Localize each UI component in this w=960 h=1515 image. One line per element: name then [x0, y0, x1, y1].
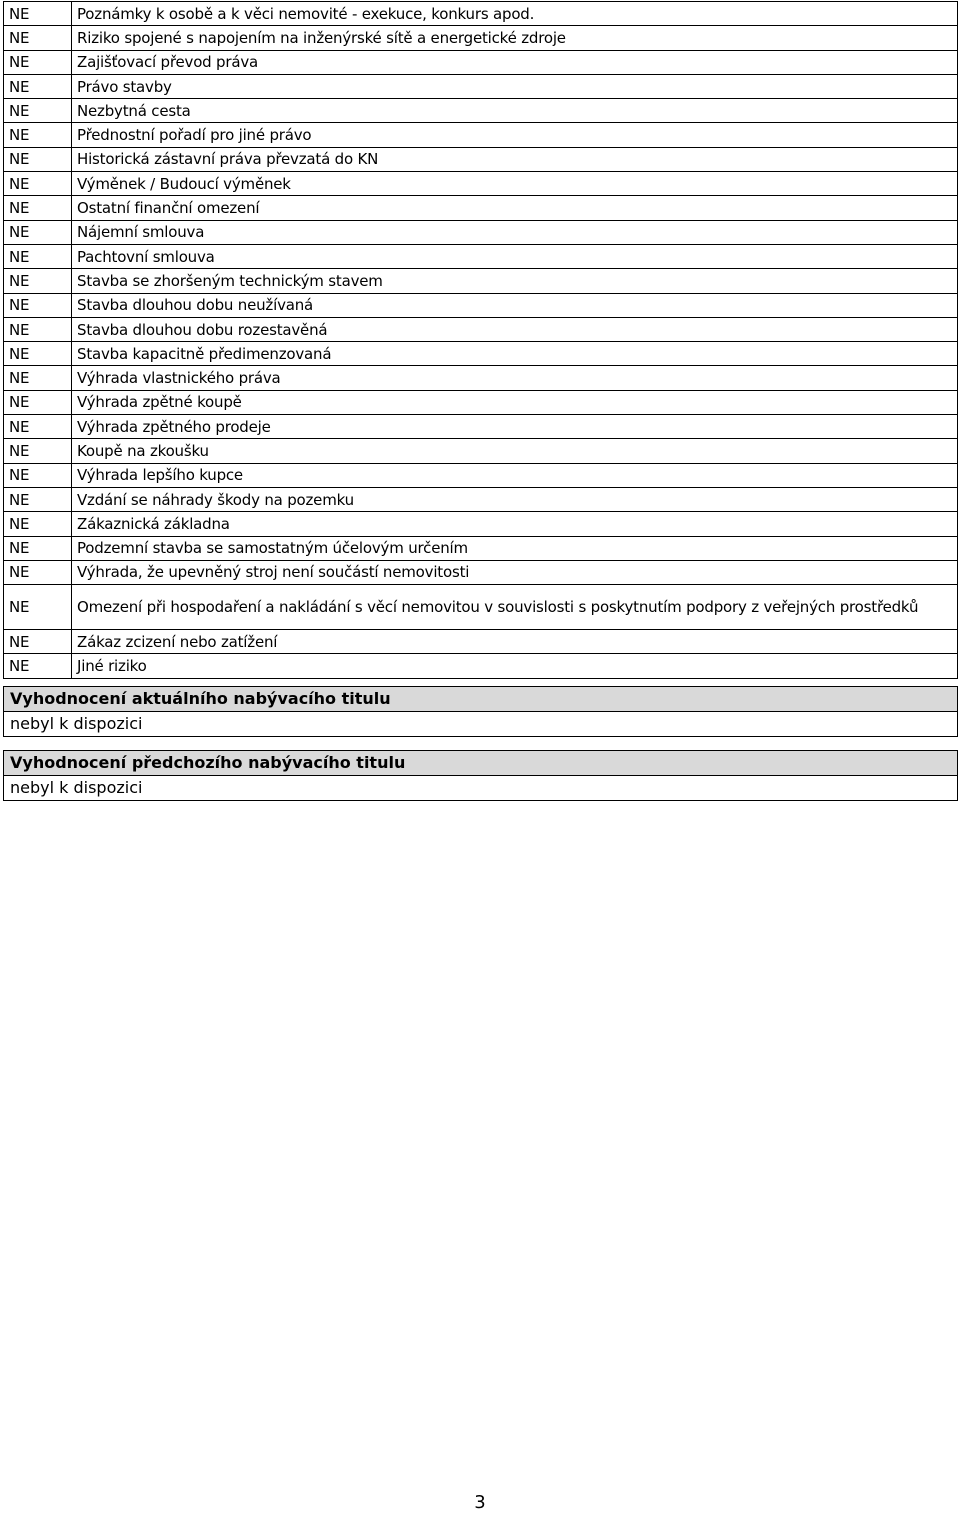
table-row	[4, 415, 958, 439]
risk-label: Stavba se zhoršeným technickým stavem	[72, 269, 958, 293]
risk-value: NE	[4, 560, 72, 584]
risk-value: NE	[4, 123, 72, 147]
previous-title-evaluation	[3, 750, 958, 801]
section-heading: Vyhodnocení předchozího nabývacího titulu	[4, 751, 957, 776]
risk-value: NE	[4, 536, 72, 560]
risk-label: Vzdání se náhrady škody na pozemku	[72, 487, 958, 511]
risk-value: NE	[4, 99, 72, 123]
risk-label: Zajišťovací převod práva	[72, 50, 958, 74]
risk-label: Stavba dlouhou dobu rozestavěná	[72, 317, 958, 341]
risk-label: Výměnek / Budoucí výměnek	[72, 172, 958, 196]
table-row	[4, 269, 958, 293]
table-row	[4, 99, 958, 123]
risk-value: NE	[4, 147, 72, 171]
risk-label: Zákaznická základna	[72, 512, 958, 536]
section-text: nebyl k dispozici	[10, 778, 143, 797]
table-row	[4, 654, 958, 678]
risk-label: Koupě na zkoušku	[72, 439, 958, 463]
table-row	[4, 220, 958, 244]
risk-value: NE	[4, 50, 72, 74]
risk-table	[3, 1, 958, 679]
risk-value: NE	[4, 220, 72, 244]
risk-value: NE	[4, 630, 72, 654]
risk-label: Právo stavby	[72, 74, 958, 98]
risk-label: Výhrada zpětného prodeje	[72, 415, 958, 439]
table-row	[4, 390, 958, 414]
current-title-evaluation	[3, 686, 958, 737]
risk-value: NE	[4, 415, 72, 439]
table-row	[4, 536, 958, 560]
risk-label: Výhrada vlastnického práva	[72, 366, 958, 390]
risk-label: Výhrada lepšího kupce	[72, 463, 958, 487]
table-row	[4, 244, 958, 268]
risk-value: NE	[4, 463, 72, 487]
risk-value: NE	[4, 244, 72, 268]
table-row	[4, 585, 958, 630]
table-row	[4, 366, 958, 390]
risk-value: NE	[4, 390, 72, 414]
risk-value: NE	[4, 74, 72, 98]
risk-label: Výhrada, že upevněný stroj není součástí nemovitosti	[72, 560, 958, 584]
risk-label: Historická zástavní práva převzatá do KN	[72, 147, 958, 171]
table-row	[4, 463, 958, 487]
table-row	[4, 74, 958, 98]
risk-value: NE	[4, 512, 72, 536]
risk-label: Pachtovní smlouva	[72, 244, 958, 268]
risk-value: NE	[4, 269, 72, 293]
risk-label: Stavba kapacitně předimenzovaná	[72, 342, 958, 366]
risk-value: NE	[4, 2, 72, 26]
risk-label: Omezení při hospodaření a nakládání s věcí nemovitou v souvislosti s poskytnutím podpory z veřejných prostředků	[72, 585, 958, 630]
risk-value: NE	[4, 342, 72, 366]
table-row	[4, 512, 958, 536]
table-row	[4, 439, 958, 463]
table-row	[4, 196, 958, 220]
table-row	[4, 293, 958, 317]
table-row	[4, 123, 958, 147]
table-row	[4, 630, 958, 654]
table-row	[4, 2, 958, 26]
risk-label: Poznámky k osobě a k věci nemovité - exekuce, konkurs apod.	[72, 2, 958, 26]
page-number: 3	[474, 1492, 486, 1513]
risk-label: Jiné riziko	[72, 654, 958, 678]
risk-value: NE	[4, 196, 72, 220]
risk-value: NE	[4, 487, 72, 511]
risk-label: Riziko spojené s napojením na inženýrské sítě a energetické zdroje	[72, 26, 958, 50]
risk-value: NE	[4, 293, 72, 317]
table-row	[4, 317, 958, 341]
risk-value: NE	[4, 26, 72, 50]
section-text: nebyl k dispozici	[10, 714, 143, 733]
risk-label: Výhrada zpětné koupě	[72, 390, 958, 414]
table-row	[4, 147, 958, 171]
table-row	[4, 560, 958, 584]
risk-label: Stavba dlouhou dobu neužívaná	[72, 293, 958, 317]
risk-label: Podzemní stavba se samostatným účelovým určením	[72, 536, 958, 560]
table-row	[4, 342, 958, 366]
table-row	[4, 26, 958, 50]
risk-label: Ostatní finanční omezení	[72, 196, 958, 220]
risk-value: NE	[4, 172, 72, 196]
risk-label: Nezbytná cesta	[72, 99, 958, 123]
risk-value: NE	[4, 654, 72, 678]
risk-label: Nájemní smlouva	[72, 220, 958, 244]
table-row	[4, 172, 958, 196]
table-row	[4, 50, 958, 74]
risk-label: Zákaz zcizení nebo zatížení	[72, 630, 958, 654]
risk-label: Přednostní pořadí pro jiné právo	[72, 123, 958, 147]
risk-value: NE	[4, 585, 72, 630]
table-row	[4, 487, 958, 511]
risk-value: NE	[4, 317, 72, 341]
risk-value: NE	[4, 366, 72, 390]
risk-value: NE	[4, 439, 72, 463]
section-heading: Vyhodnocení aktuálního nabývacího titulu	[4, 687, 957, 712]
